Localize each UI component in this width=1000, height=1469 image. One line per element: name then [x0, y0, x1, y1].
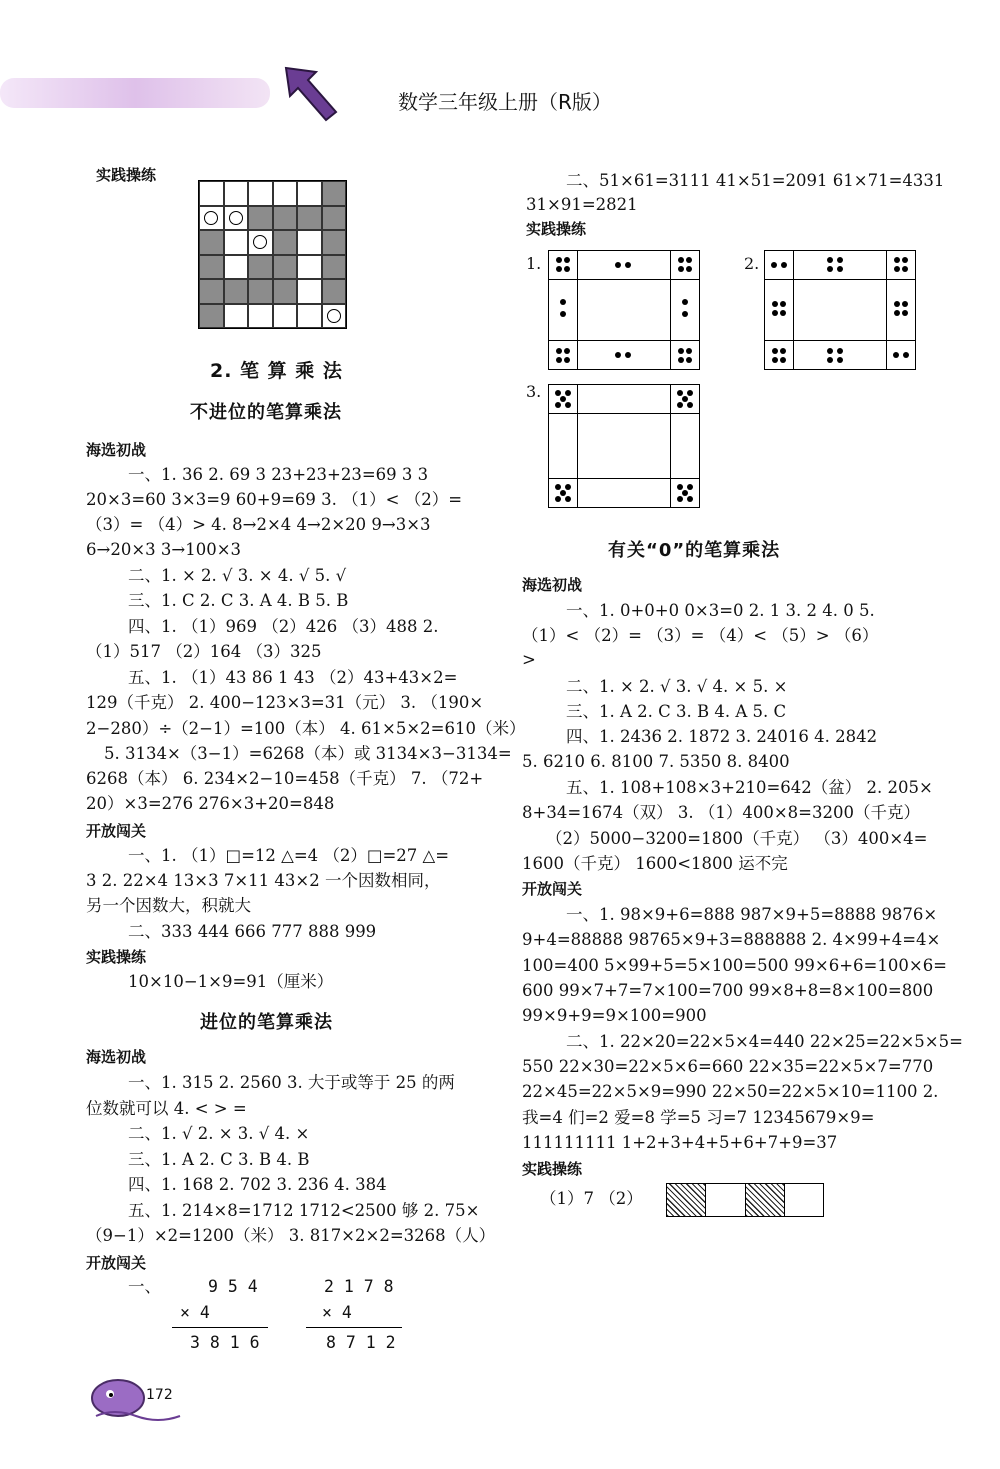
seating-figure-3: [548, 384, 700, 508]
circle-icon: [204, 211, 218, 225]
prac-answer: （1）7 （2）: [540, 1189, 643, 1208]
subsection-title-3: 有关“0”的笔算乘法: [608, 540, 781, 561]
header-banner: [0, 78, 270, 108]
right-top-line-2: 31×91=2821: [526, 195, 638, 214]
hai-label-2: 海选初战: [86, 1048, 147, 1066]
fig-label-1: 1.: [526, 254, 542, 273]
page-header-title: 数学三年级上册（R版）: [398, 90, 612, 114]
page-number: 172: [146, 1387, 173, 1403]
fig-label-3: 3.: [526, 382, 542, 401]
subsection-title-2: 进位的笔算乘法: [200, 1012, 333, 1033]
fig-label-2: 2.: [744, 254, 760, 273]
circle-icon: [327, 309, 341, 323]
kai-label-2: 开放闯关: [86, 1254, 147, 1272]
seating-figure-2: [764, 250, 916, 370]
kai-label-1: 开放闯关: [86, 822, 147, 840]
arrow-icon: [282, 62, 342, 124]
practice-label-right: 实践操练: [526, 220, 587, 238]
circle-icon: [253, 235, 267, 249]
circle-icon: [229, 211, 243, 225]
seating-figure-1: [548, 250, 700, 370]
prac-label-3: 实践操练: [522, 1160, 583, 1178]
right-top-line-1: 二、51×61=3111 41×51=2091 61×71=4331: [566, 171, 945, 190]
prac-label-1: 实践操练: [86, 948, 147, 966]
hai-label-1: 海选初战: [86, 441, 147, 459]
grid-puzzle: [198, 180, 347, 329]
practice-label: 实践操练: [96, 166, 157, 184]
prac-line-1: 10×10−1×9=91（厘米）: [128, 972, 334, 991]
hai-label-3: 海选初战: [522, 576, 583, 594]
kai-label-3: 开放闯关: [522, 880, 583, 898]
kai-prefix: 一、: [128, 1277, 161, 1296]
strip-figure: [666, 1183, 824, 1217]
section-title: 2. 笔 算 乘 法: [210, 360, 343, 382]
subsection-title-1: 不进位的笔算乘法: [190, 402, 342, 423]
